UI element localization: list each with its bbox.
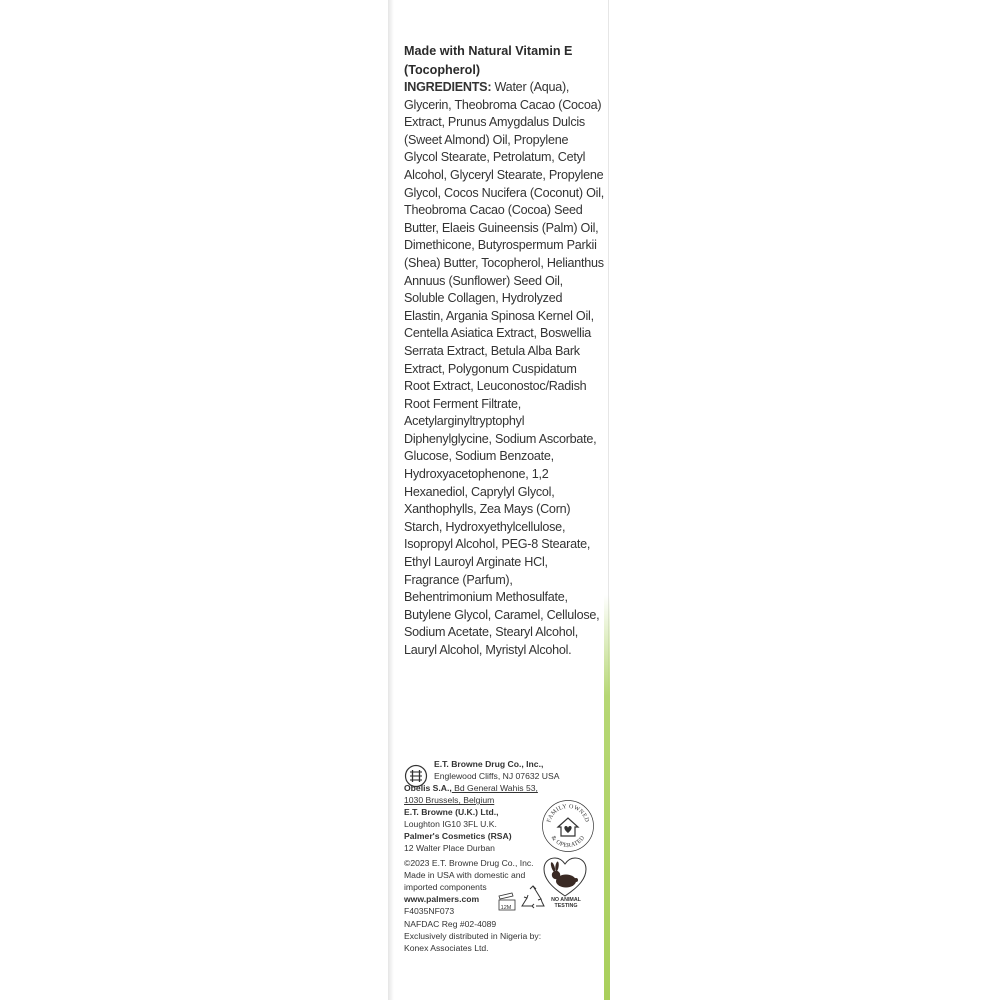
website-text: www.palmers.com	[404, 894, 480, 905]
rsa-company-name: Palmer's Cosmetics (RSA)	[404, 831, 512, 842]
pao-label: 12M	[500, 905, 512, 911]
no-animal-testing-text	[549, 897, 583, 909]
svg-text:FAMILY OWNED: FAMILY OWNED	[546, 803, 590, 824]
ingredients-list	[404, 79, 604, 660]
product-code: F4035NF073	[404, 906, 455, 917]
distribution-info	[404, 918, 594, 954]
family-owned-badge-icon	[541, 799, 595, 853]
rsa-company-street: 12 Walter Place Durban	[404, 843, 495, 854]
green-accent-edge	[604, 595, 610, 1000]
uk-company-city: Loughton IG10 3FL U.K.	[404, 819, 497, 830]
eu-rep-name: Obelis S.A.,	[404, 783, 452, 793]
uk-company-name: E.T. Browne (U.K.) Ltd.,	[404, 807, 499, 818]
panel-shadow	[388, 0, 394, 1000]
ingredients-label: INGREDIENTS:	[404, 80, 492, 94]
distributed-line-1: Exclusively distributed in Nigeria by:	[404, 931, 542, 942]
nafdac-reg: NAFDAC Reg #02-4089	[404, 919, 497, 929]
distributed-line-2: Konex Associates Ltd.	[404, 943, 489, 954]
made-in-line-2: imported components	[404, 882, 487, 893]
no-animal-line-2: TESTING	[554, 903, 578, 910]
cruelty-free-bunny-icon	[542, 856, 588, 898]
vitamin-e-heading: Made with Natural Vitamin E (Tocopherol)	[404, 44, 573, 77]
eu-rep-street: Bd General Wahis 53,	[451, 783, 538, 793]
recycle-icon	[520, 884, 546, 910]
copyright-text: ©2023 E.T. Browne Drug Co., Inc.	[404, 858, 534, 868]
no-animal-line-1: NO ANIMAL	[551, 897, 581, 903]
company-city: Englewood Cliffs, NJ 07632 USA	[434, 771, 560, 782]
made-in-line-1: Made in USA with domestic and	[404, 870, 526, 881]
ingredients-text: Water (Aqua), Glycerin, Theobroma Cacao (Cocoa) Extract, Prunus Amygdalus Dulcis (Sweet Almond) Oil, Propylene Glycol Stearate, Petrolatum, Cetyl Alcohol, Glyceryl Stearate, Propylene Glycol, Cocos Nucifera (Coconut) Oil, Theobroma Cacao (Cocoa) Seed Butter, Elaeis Guineensis (Palm) Oil, Dimethicone, Butyrospermum Parkii (Shea) Butter, Tocopherol, Helianthus Annuus (Sunflower) Seed Oil, Soluble Collagen, Hydrolyzed Elastin, Argania Spinosa Kernel Oil, Centella Asiatica Extract, Boswellia Serrata Extract, Betula Alba Bark Extract, Polygonum Cuspidatum Root Extract, Leuconostoc/Radish Root Ferment Filtrate, Acetylarginyltryptophyl Diphenylglycine, Sodium Ascorbate, Glucose, Sodium Benzoate, Hydroxyacetophenone, 1,2 Hexanediol, Caprylyl Glycol, Xanthophylls, Zea Mays (Corn) Starch, Hydroxyethylcellulose, Isopropyl Alcohol, PEG-8 Stearate, Ethyl Lauroyl Arginate HCl, Fragrance (Parfum), Behentrimonium Methosulfate, Butylene Glycol, Caramel, Cellulose, Sodium Acetate, Stearyl Alcohol, Lauryl Alcohol, Myristyl Alcohol.	[404, 80, 605, 657]
svg-text:& OPERATED: & OPERATED	[549, 835, 587, 850]
company-name: E.T. Browne Drug Co., Inc.,	[434, 759, 544, 769]
eu-rep-city: 1030 Brussels, Belgium	[404, 795, 495, 806]
address-block	[434, 758, 584, 782]
